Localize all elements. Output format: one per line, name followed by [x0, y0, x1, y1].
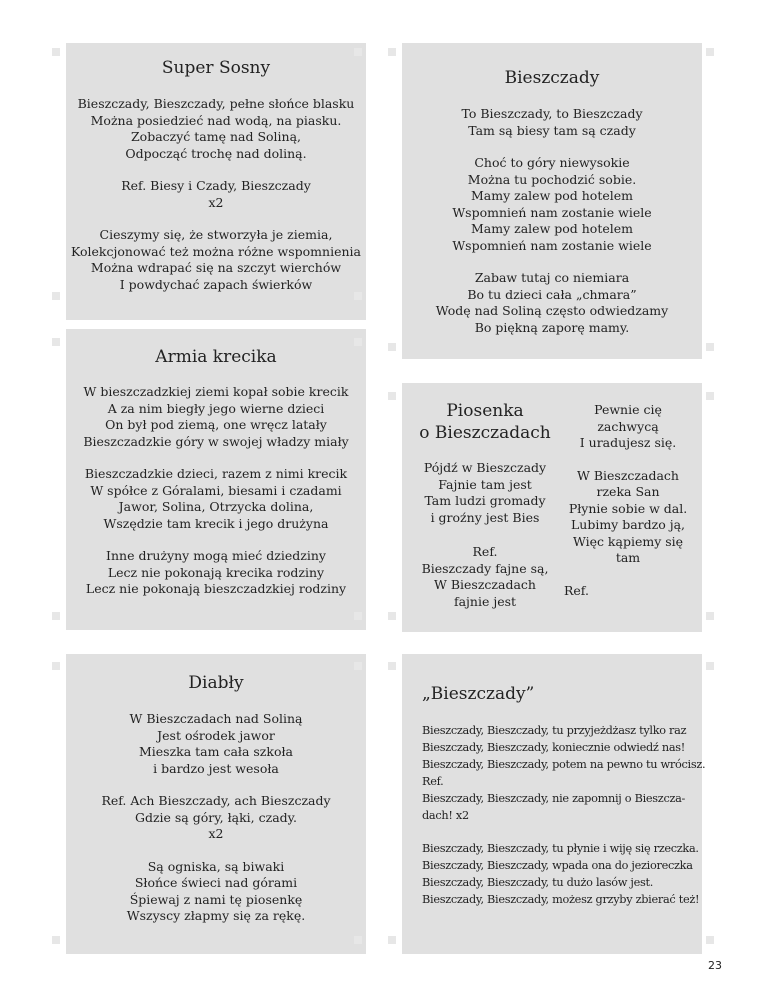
song-title-piosenka	[412, 400, 558, 444]
lyric-line: Lubimy bardzo ją,	[570, 517, 686, 532]
lyric-line: Zabaw tutaj co niemiara	[474, 270, 630, 285]
lyric-line: Bieszczady, Bieszczady, możesz grzyby zbierać też!	[422, 893, 700, 906]
lyric-line: Bieszczady, Bieszczady, koniecznie odwiedź nas!	[422, 741, 686, 754]
lyric-line: W Bieszczadach nad Soliną	[129, 711, 303, 726]
lyric-line: Bieszczady, Bieszczady, wpada ona do jezioreczka	[422, 859, 693, 872]
song-title-diably: Diabły	[188, 673, 244, 693]
corner-square	[52, 662, 60, 670]
lyric-line: Płynie sobie w dal.	[568, 500, 688, 516]
lyric-line: Jest ośrodek jawor	[157, 727, 275, 743]
corner-square	[706, 612, 714, 620]
corner-square	[52, 48, 60, 56]
corner-square	[388, 612, 396, 620]
lyric-line: Ref. Ach Bieszczady, ach Bieszczady	[101, 793, 331, 808]
lyric-line: Tam są biesy tam są czady	[468, 122, 636, 138]
lyric-line: I uradujesz się.	[579, 435, 677, 450]
corner-square	[388, 392, 396, 400]
corner-square	[388, 936, 396, 944]
corner-square	[388, 48, 396, 56]
corner-square	[354, 662, 362, 670]
lyrics-piosenka-left	[412, 460, 558, 610]
lyric-line: Mieszka tam cała szkoła	[138, 744, 294, 759]
corner-square	[354, 612, 362, 620]
lyric-line: Bo tu dzieci cała „chmara”	[467, 286, 637, 302]
lyrics-bieszczady-quoted	[422, 722, 706, 908]
lyrics-armia-krecika	[66, 384, 366, 598]
corner-square	[388, 343, 396, 351]
lyric-line: W Bieszczadach	[434, 577, 536, 592]
lyric-line: Ref.	[564, 582, 589, 598]
song-title-super-sosny: Super Sosny	[161, 58, 271, 78]
lyric-line: Kolekcjonować też można różne wspomnienia	[71, 243, 361, 259]
lyric-line: To Bieszczady, to Bieszczady	[461, 106, 643, 121]
lyric-line: fajnie jest	[453, 593, 517, 609]
lyric-line: Wspomnień nam zostanie wiele	[452, 237, 652, 253]
lyric-line: Pójdź w Bieszczady	[423, 460, 547, 475]
lyric-line: Bieszczady, Bieszczady, potem na pewno tu wrócisz.	[422, 758, 706, 771]
lyric-line: Śpiewaj z nami tę piosenkę	[129, 891, 303, 907]
lyric-line: W bieszczadzkiej ziemi kopał sobie krecik	[83, 384, 349, 399]
song-title-bieszczady-quoted: „Bieszczady”	[422, 684, 535, 704]
lyric-line: Można posiedzieć nad wodą, na piasku.	[90, 112, 342, 128]
lyric-line: Ref. Biesy i Czady, Bieszczady	[121, 178, 311, 193]
lyric-line: Lecz nie pokonają bieszczadzkiej rodziny	[85, 581, 347, 596]
lyric-line: Choć to góry niewysokie	[474, 155, 630, 170]
lyric-line: Gdzie są góry, łąki, czady.	[134, 809, 298, 825]
corner-square	[706, 662, 714, 670]
corner-square	[354, 338, 362, 346]
corner-square	[706, 343, 714, 351]
corner-square	[706, 48, 714, 56]
lyric-line: Wszędzie tam krecik i jego drużyna	[103, 515, 329, 531]
lyrics-super-sosny	[66, 96, 366, 293]
lyric-line: Jawor, Solina, Otrzycka dolina,	[118, 499, 314, 514]
lyric-line: Mamy zalew pod hotelem	[471, 188, 633, 203]
song-title-line: o Bieszczadach	[419, 423, 551, 443]
song-title-armia-krecika: Armia krecika	[155, 347, 277, 367]
lyric-line: Bieszczady, Bieszczady, nie zapomnij o Bieszcza-	[422, 792, 686, 805]
lyric-line: x2	[208, 194, 224, 210]
lyric-line: Ref.	[422, 775, 444, 788]
lyric-line: Bieszczady, Bieszczady, tu dużo lasów jest.	[422, 876, 653, 889]
corner-square	[52, 292, 60, 300]
lyric-line: Bieszczadzkie dzieci, razem z nimi krecik	[84, 466, 348, 481]
lyrics-diably	[66, 711, 366, 925]
lyrics-piosenka-right	[562, 402, 694, 599]
lyric-line: Odpocząć trochę nad doliną.	[125, 145, 307, 161]
lyric-line: Więc kąpiemy się	[572, 533, 684, 549]
lyric-line: Bieszczady fajne są,	[421, 560, 549, 576]
lyric-line: Bo piękną zaporę mamy.	[474, 319, 630, 335]
lyric-line: x2	[208, 826, 224, 841]
corner-square	[706, 936, 714, 944]
lyric-line: Ref.	[472, 544, 498, 559]
corner-square	[52, 612, 60, 620]
lyric-line: Tam ludzi gromady	[424, 493, 546, 508]
corner-square	[52, 936, 60, 944]
lyric-line: i bardzo jest wesoła	[153, 760, 279, 776]
lyric-line: Lecz nie pokonają krecika rodziny	[107, 564, 325, 580]
lyric-line: Bieszczadzkie góry w swojej władzy miały	[83, 433, 349, 449]
lyric-line: Zobaczyć tamę nad Soliną,	[130, 129, 302, 144]
corner-square	[706, 392, 714, 400]
lyric-line: i groźny jest Bies	[430, 509, 540, 525]
corner-square	[388, 662, 396, 670]
page-number: 23	[708, 959, 722, 972]
lyric-line: Wspomnień nam zostanie wiele	[452, 204, 652, 220]
lyric-line: Można tu pochodzić sobie.	[467, 171, 637, 187]
lyric-line: W Bieszczadach	[577, 467, 679, 483]
song-title-bieszczady: Bieszczady	[504, 68, 600, 88]
lyric-line: I powdychać zapach świerków	[119, 276, 313, 292]
lyric-line: Mamy zalew pod hotelem	[471, 221, 633, 236]
lyric-line: Można wdrapać się na szczyt wierchów	[90, 260, 342, 275]
lyric-line: rzeka San	[596, 484, 660, 499]
song-title-line: Piosenka	[446, 401, 524, 421]
lyric-line: Bieszczady, Bieszczady, tu płynie i wiję się rzeczka.	[422, 842, 699, 855]
lyric-line: dach! x2	[422, 809, 469, 822]
lyric-line: Bieszczady, Bieszczady, tu przyjeżdżasz tylko raz	[422, 724, 687, 737]
lyric-line: tam	[615, 550, 641, 565]
lyric-line: Są ogniska, są biwaki	[147, 858, 285, 874]
lyric-line: Inne drużyny mogą mieć dziedziny	[106, 548, 326, 563]
corner-square	[354, 936, 362, 944]
lyric-line: Bieszczady, Bieszczady, pełne słońce blasku	[77, 96, 355, 111]
lyric-line: A za nim biegły jego wierne dzieci	[107, 400, 325, 416]
lyric-line: Słońce świeci nad górami	[134, 875, 298, 890]
corner-square	[354, 48, 362, 56]
lyric-line: Wszyscy złapmy się za rękę.	[126, 908, 306, 923]
lyric-line: zachwycą	[597, 418, 659, 434]
corner-square	[52, 338, 60, 346]
lyric-line: Fajnie tam jest	[438, 476, 532, 492]
lyric-line: On był pod ziemą, one wręcz latały	[105, 417, 327, 432]
lyrics-bieszczady	[402, 106, 702, 336]
lyric-line: Cieszymy się, że stworzyła je ziemia,	[99, 227, 333, 242]
corner-square	[354, 292, 362, 300]
lyric-line: Wodę nad Soliną często odwiedzamy	[435, 303, 669, 318]
lyric-line: Pewnie cię	[594, 402, 662, 417]
lyric-line: W spółce z Góralami, biesami i czadami	[90, 482, 342, 498]
